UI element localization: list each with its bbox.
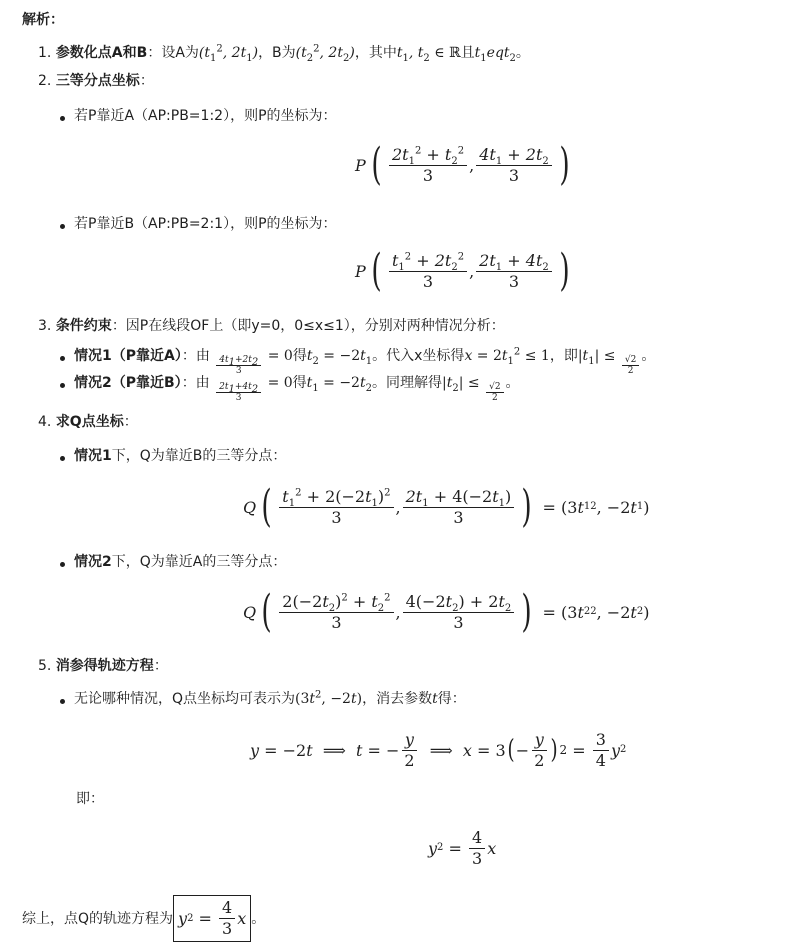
bullet — [60, 383, 65, 388]
step-4: 4. 求Q点坐标： — [38, 414, 138, 430]
step-5: 5. 消参得轨迹方程： — [38, 658, 168, 674]
bullet — [60, 116, 65, 121]
q-case-2: 情况2下，Q为靠近A的三等分点： — [74, 554, 287, 570]
formula-q-case-1: Q ( $\frac{t_1^2 + 2(-2t_1)^2}{3}$ , $\frac{2t_1 + 4(-2t_1)}{3}$ ) = (3 t 1 2 , −2 t 1 ) — [243, 481, 650, 532]
eliminate-parameter: 无论哪种情况，Q点坐标均可表示为($3t^2$, −2t)，消去参数t得： — [74, 689, 466, 707]
formula-q-case-2: Q ( $\frac{2(-2t_2)^2 + t_2^2}{3}$ , $\frac{4(-2t_2) + 2t_2}{3}$ ) = (3 t 2 2 , −2 t 2 ) — [243, 586, 650, 637]
bullet — [60, 356, 65, 361]
bullet — [60, 224, 65, 229]
case-near-b: 若P靠近B（AP:PB=2:1），则P的坐标为： — [74, 216, 337, 232]
step-title: 参数化点A和B — [55, 45, 148, 61]
bullet — [60, 456, 65, 461]
bullet — [60, 699, 65, 704]
bullet — [60, 562, 65, 567]
condition-case-2: 情况2（P靠近B）：由 $\frac{2t_1+4t_2}{3}$ = 0得$t_1 = -2t_2$。同理解得$|t_2|$ ≤ $\frac{√2}{2}$ 。 — [74, 375, 520, 404]
formula-eliminate: y = −2 t ⟹ t = − $\frac{y}{2}$ ⟹ x = 3 ( − $\frac{y}{2}$ ) 2 = $\frac{3}{4}$ y 2 — [250, 729, 627, 770]
q-case-1: 情况1下，Q为靠近B的三等分点： — [74, 448, 287, 464]
namely-label: 即： — [76, 791, 104, 807]
condition-case-1: 情况1（P靠近A）：由 $\frac{4t_1+2t_2}{3}$ = 0得$t_2 = -2t_1$。代入x坐标得$x = 2t_1^2 \le 1$，即$|t_1|$ ≤ $\frac{√2}{2}$ 。 — [74, 346, 656, 377]
case-near-a: 若P靠近A（AP:PB=1:2），则P的坐标为： — [74, 108, 337, 124]
formula-p-near-b: P ( $\frac{t_1^2 + 2t_2^2}{3}$ , $\frac{2t_1 + 4t_2}{3}$ ) — [355, 245, 570, 296]
step-3: 3. 条件约束：因P在线段OF上（即y=0，0≤x≤1），分别对两种情况分析： — [38, 318, 505, 334]
step-2: 2. 三等分点坐标： — [38, 73, 154, 89]
conclusion: 综上，点Q的轨迹方程为 y 2 = $\frac{4}{3}$ x 。 — [22, 895, 265, 942]
step-1: 1. 参数化点A和B：设A为($t_1^2$, $2t_1$)，B为($t_2^2$, $2t_2$)，其中$t_1$, $t_2$ ∈ ℝ且$t_1eqt_2$。 — [38, 43, 530, 64]
step-number: 1. — [38, 45, 52, 61]
heading: 解析： — [22, 12, 64, 28]
final-answer-box: y 2 = $\frac{4}{3}$ x — [173, 895, 251, 942]
formula-result: y 2 = $\frac{4}{3}$ x — [428, 827, 497, 868]
formula-p-near-a: P ( $\frac{2t_1^2 + t_2^2}{3}$ , $\frac{4t_1 + 2t_2}{3}$ ) — [355, 139, 570, 190]
